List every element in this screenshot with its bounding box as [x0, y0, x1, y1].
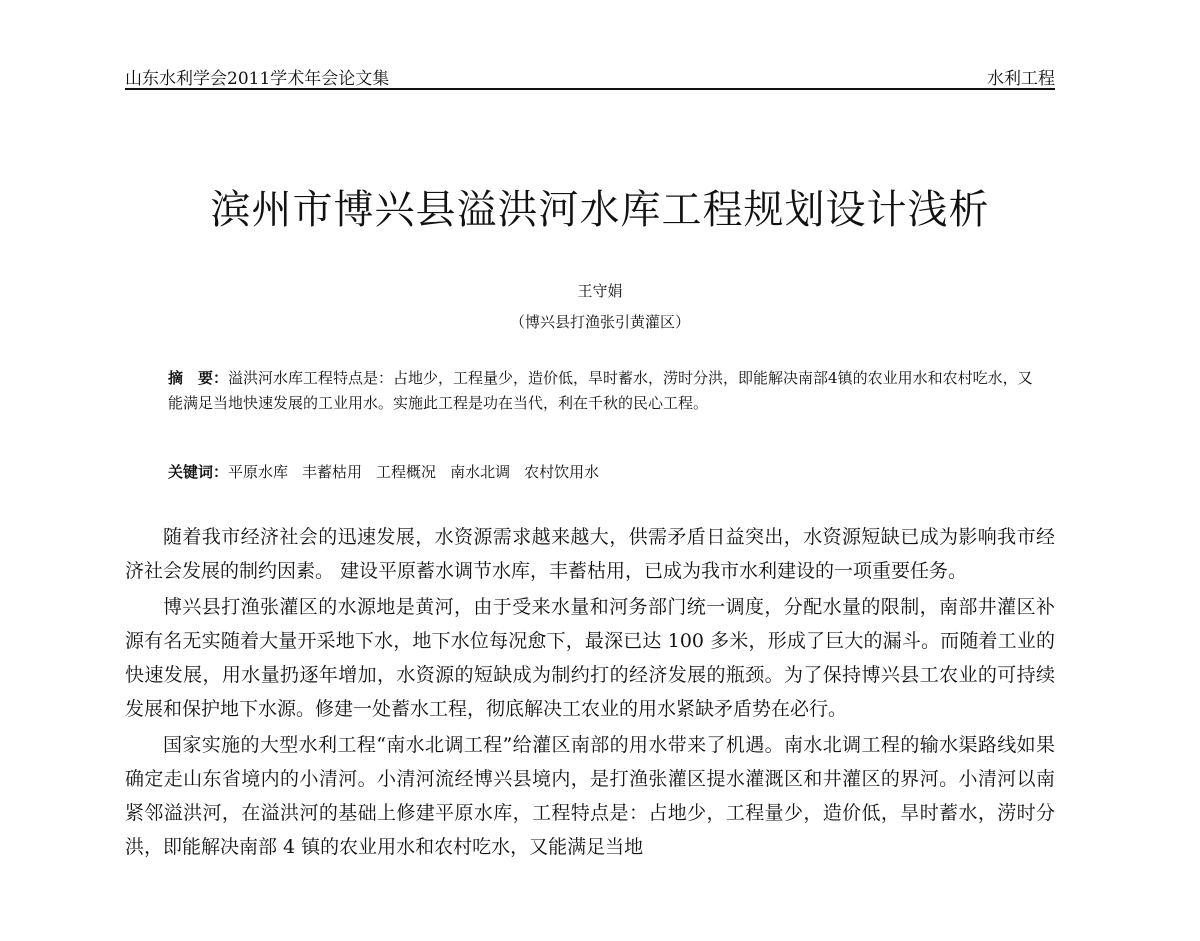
paper-title: 滨州市博兴县溢洪河水库工程规划设计浅析	[210, 187, 990, 233]
header-journal-title: 山东水利学会2011学术年会论文集	[125, 69, 390, 89]
body-paragraph: 博兴县打渔张灌区的水源地是黄河，由于受来水量和河务部门统一调度，分配水量的限制，南部井灌区补源有名无实随着大量开采地下水，地下水位每况愈下，最深已达 100 多米，形成了巨大的漏斗。而随着工业的快速发展，用水量扔逐年增加，水资源的短缺成为制约打的经济发展的瓶颈。为了保持博兴县工农业的可持续发展和保护地下水源。修建一处蓄水工程，彻底解决工农业的用水紧缺矛盾势在必行。	[125, 596, 1055, 720]
keyword-item: 农村饮用水	[524, 463, 600, 481]
keywords-label: 关键词：	[168, 463, 229, 481]
header-section: 水利工程	[987, 69, 1055, 89]
author-name: 王守娟	[577, 282, 623, 300]
body-text	[125, 520, 1055, 866]
abstract	[168, 366, 1038, 416]
abstract-text: 溢洪河水库工程特点是：占地少，工程量少，造价低，旱时蓄水，涝时分洪，即能解决南部4镇的农业用水和农村吃水，又能满足当地快速发展的工业用水。实施此工程是功在当代，利在千秋的民心工程。	[168, 369, 1033, 412]
body-paragraph: 随着我市经济社会的迅速发展，水资源需求越来越大，供需矛盾日益突出，水资源短缺已成为影响我市经济社会发展的制约因素。 建设平原蓄水调节水库，丰蓄枯用，已成为我市水利建设的一项重要任务。	[125, 526, 1055, 582]
abstract-label: 摘 要：	[168, 369, 229, 387]
body-paragraph: 国家实施的大型水利工程“南水北调工程”给灌区南部的用水带来了机遇。南水北调工程的输水渠路线如果确定走山东省境内的小清河。小清河流经博兴县境内，是打渔张灌区提水灌溉区和井灌区的界河。小清河以南紧邻溢洪河，在溢洪河的基础上修建平原水库，工程特点是：占地少，工程量少，造价低，旱时蓄水，涝时分洪，即能解决南部 4 镇的农业用水和农村吃水，又能满足当地	[125, 734, 1055, 858]
running-header	[125, 62, 1055, 90]
keywords	[168, 461, 1038, 482]
keyword-item: 南水北调	[450, 463, 511, 481]
keyword-item: 丰蓄枯用	[302, 463, 363, 481]
keyword-item: 平原水库	[228, 463, 289, 481]
keyword-item: 工程概况	[376, 463, 437, 481]
author-affiliation: （博兴县打渔张引黄灌区）	[509, 313, 690, 331]
